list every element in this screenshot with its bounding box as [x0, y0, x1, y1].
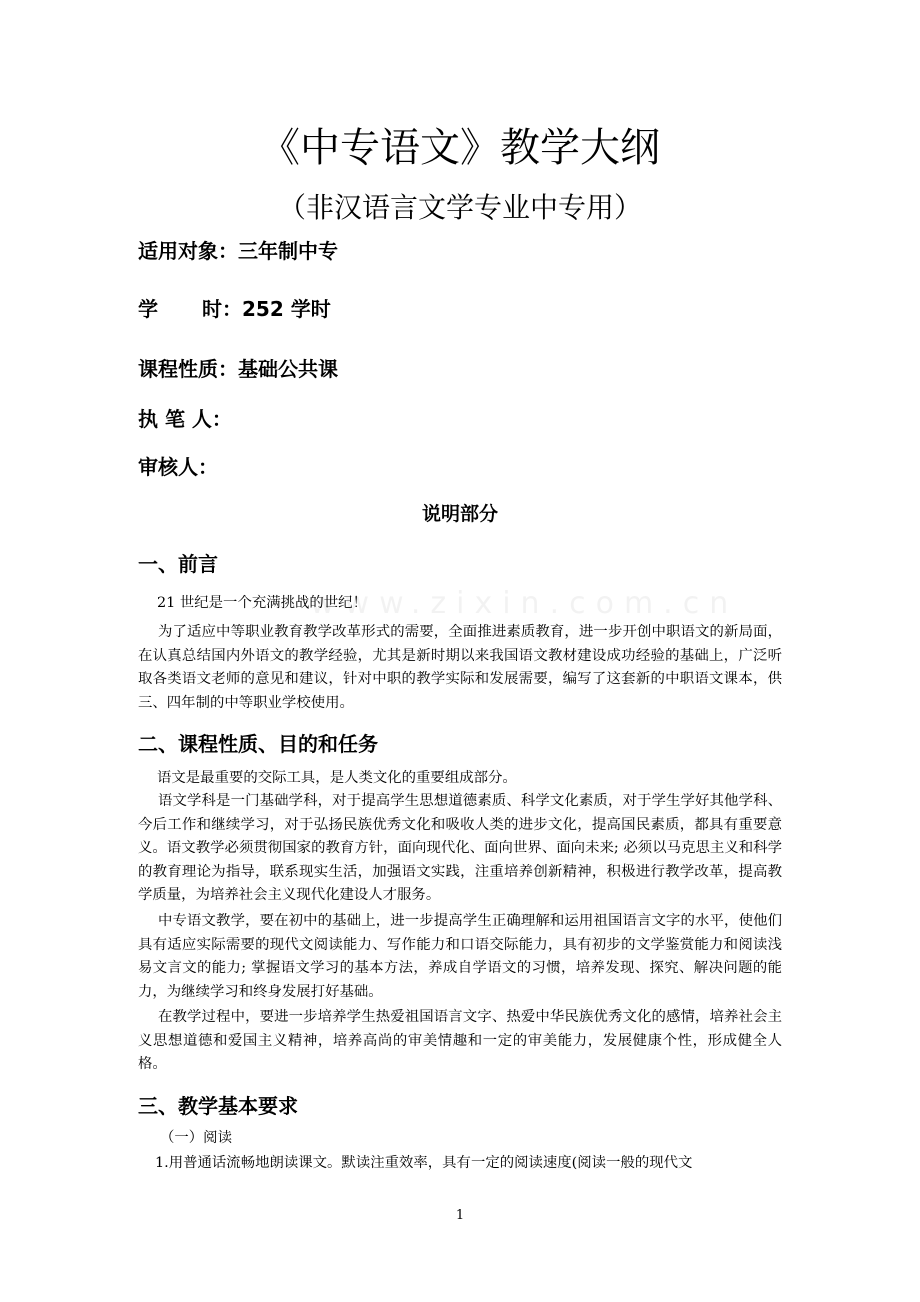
info-author [138, 404, 232, 434]
info-author-label: 执 笔 人： [138, 407, 232, 431]
section-1-heading-text: 前言 [178, 552, 218, 576]
section-1-paragraph-1: 21 世纪是一个充满挑战的世纪！ [157, 595, 367, 611]
info-reviewer-label: 审核人： [138, 455, 218, 479]
info-hours-value: 252 学时 [242, 297, 331, 321]
section-title: 说明部分 [421, 503, 498, 525]
info-hours-label-2: 时： [202, 297, 242, 321]
section-1-paragraph-2: 为了适应中等职业教育教学改革形式的需要，全面推进素质教育，进一步开创中职语文的新局面，在认真总结国内外语文的教学经验，尤其是新时期以来我国语文教材建设成功经验的基础上，广泛听取各类语文老师的意见和建议，针对中职的教学实际和发展需要，编写了这套新的中职语文课本，供三、四年制的中等职业学校使用。 [138, 624, 782, 711]
section-3-subheading-reading: （一）阅读 [160, 1130, 232, 1146]
section-2-paragraph-1: 语文是最重要的交际工具，是人类文化的重要组成部分。 [157, 770, 517, 786]
info-target-label: 适用对象： [138, 239, 238, 263]
section-3-heading: 三、教学基本要求 [138, 1094, 298, 1118]
page-number: 1 [455, 1208, 465, 1223]
section-2-paragraph-4: 在教学过程中，要进一步培养学生热爱祖国语言文字、热爱中华民族优秀文化的感情，培养社会主义思想道德和爱国主义精神，培养高尚的审美情趣和一定的审美能力，发展健康个性，形成健全人格。 [138, 1009, 782, 1073]
info-target-value: 三年制中专 [238, 239, 338, 263]
info-reviewer [138, 452, 218, 482]
document-title: 《中专语文》教学大纲 [260, 125, 660, 171]
section-2-paragraph-2: 语文学科是一门基础学科，对于提高学生思想道德素质、科学文化素质，对于学生学好其他学科、今后工作和继续学习，对于弘扬民族优秀文化和吸收人类的进步文化，提高国民素质，都具有重要意义。语文教学必须贯彻国家的教育方针，面向现代化、面向世界、面向未来; 必须以马克思主义和科学的教育理论为指导，联系现实生活，加强语文实践，注重培养创新精神，积极进行教学改革，提高教学质量，为培养社会主义现代化建设人才服务。 [138, 793, 782, 904]
info-target [138, 236, 338, 266]
section-2-paragraph-3: 中专语文教学，要在初中的基础上，进一步提高学生正确理解和运用祖国语言文字的水平，使他们具有适应实际需要的现代文阅读能力、写作能力和口语交际能力，具有初步的文学鉴赏能力和阅读浅易文言文的能力; 掌握语文学习的基本方法，养成自学语文的习惯，培养发现、探究、解决问题的能力，为继续学习和终身发展打好基础。 [138, 913, 782, 1000]
section-2-heading: 二、课程性质、目的和任务 [138, 732, 378, 756]
info-hours [138, 294, 331, 324]
section-1-heading [138, 548, 218, 580]
document-subtitle: （非汉语言文学专业中专用） [277, 191, 642, 224]
section-3-item-1 [155, 1151, 692, 1175]
info-nature-label: 课程性质： [138, 357, 238, 381]
section-3-item-1-num: 1. [155, 1155, 169, 1171]
info-nature-value: 基础公共课 [238, 357, 338, 381]
section-3-item-1-text: 用普通话流畅地朗读课文。默读注重效率，具有一定的阅读速度(阅读一般的现代文 [168, 1155, 693, 1171]
info-nature [138, 354, 338, 384]
watermark: www.zixin.com.cn [310, 586, 739, 621]
section-1-heading-num: 一、 [138, 552, 178, 576]
info-hours-label-1: 学 [138, 297, 158, 321]
